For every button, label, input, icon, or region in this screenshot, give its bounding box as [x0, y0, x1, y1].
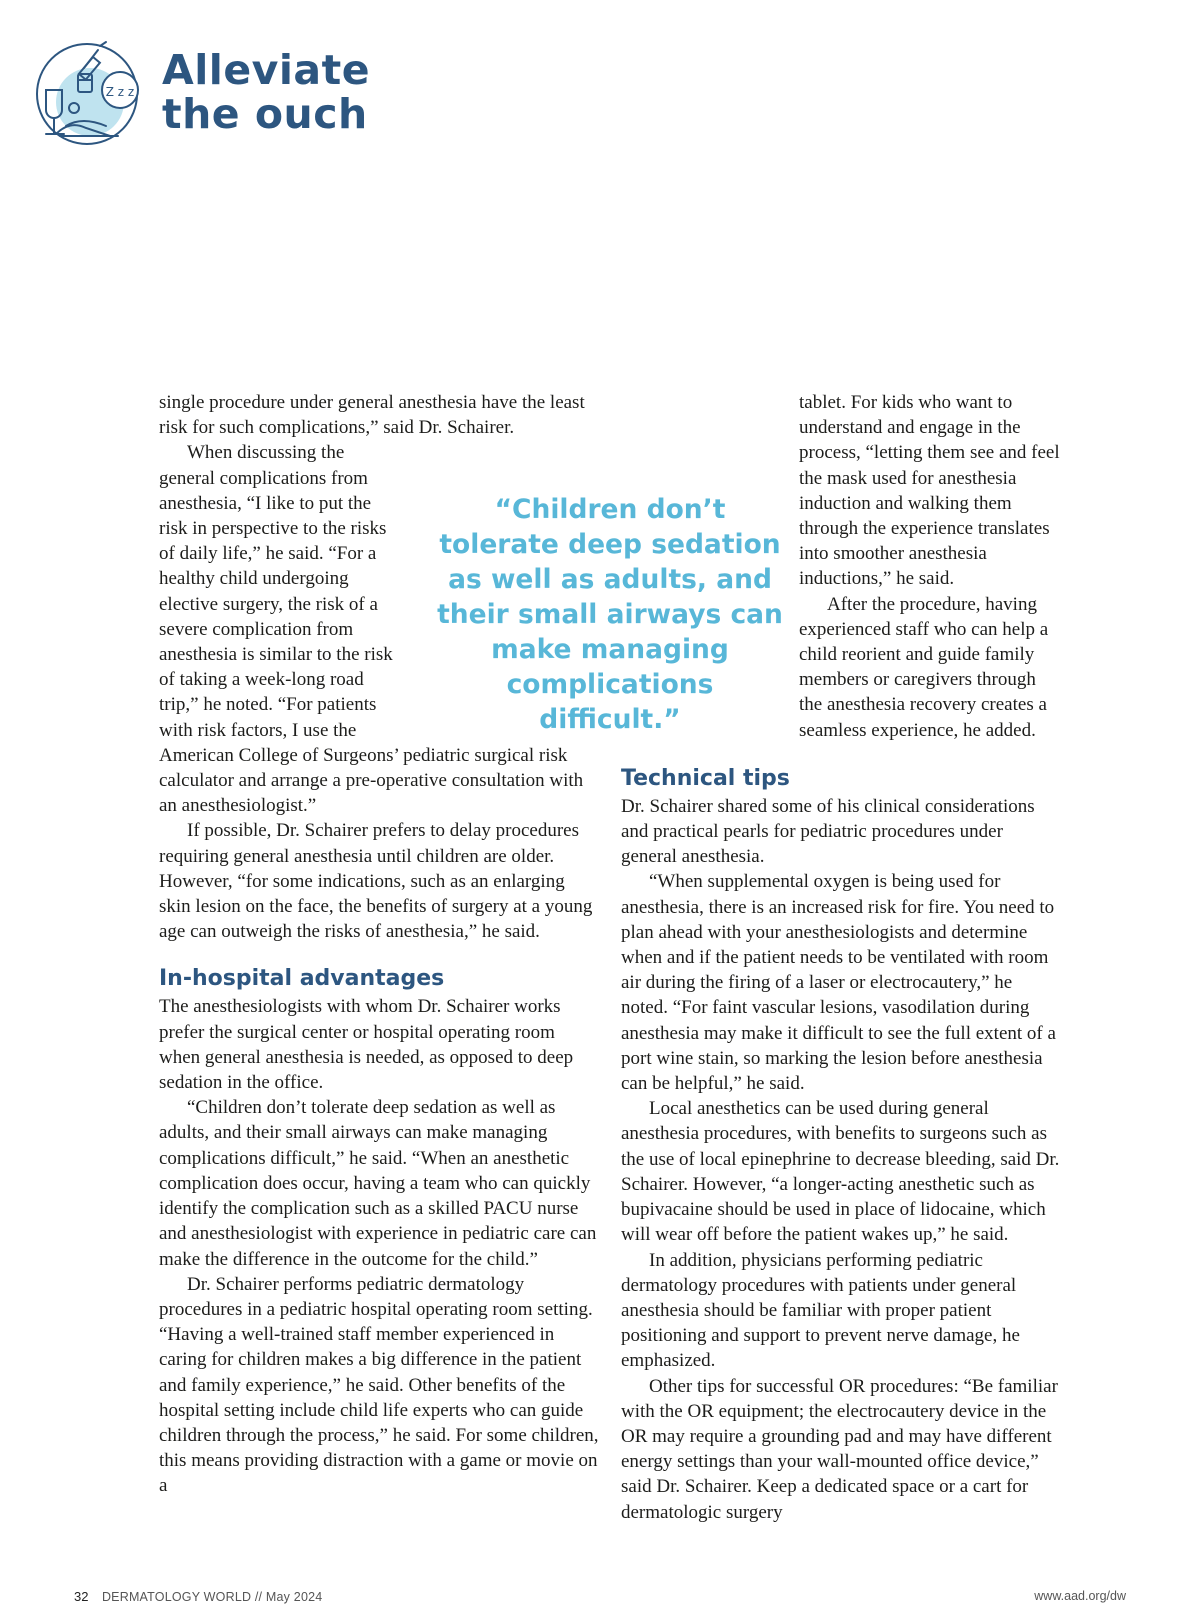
- right-paragraph-6: In addition, physicians performing pediatric dermatology procedures with patients under general anesthesia should be familiar with proper patient positioning and support to prevent nerve damage, he emphasized.: [621, 1249, 1020, 1372]
- publication-name: DERMATOLOGY WORLD // May 2024: [101, 1590, 323, 1604]
- left-paragraph-3: If possible, Dr. Schairer prefers to delay procedures requiring general anesthesia until children are older. However, “for some indications, such as an enlarging skin lesion on the face, the benefits of surgery at a young age can outweigh the risks of anesthesia,” he said.: [159, 820, 593, 943]
- right-paragraph-2: After the procedure, having experienced staff who can help a child reorient and guide family members or caregivers through the anesthesia recovery creates a seamless experience, he added.: [799, 593, 1049, 741]
- title-line-2: the ouch: [162, 90, 368, 138]
- page-number: 32: [74, 1589, 89, 1604]
- footer-url: www.aad.org/dw: [1034, 1589, 1126, 1603]
- right-paragraph-7: Other tips for successful OR procedures: “Be familiar with the OR equipment; the electrocautery device in the OR may require a grounding pad and may have different energy settings than your wall-mounted office device,” said Dr. Schairer. Keep a dedicated space or a cart for dermatologic surgery: [621, 1375, 1058, 1523]
- section-heading-in-hospital: In-hospital advantages: [159, 966, 445, 992]
- zzz-text: Z z z: [105, 85, 135, 99]
- section-heading-technical-tips: Technical tips: [621, 765, 790, 791]
- left-paragraph-6: Dr. Schairer performs pediatric dermatology procedures in a pediatric hospital operating room setting. “Having a well-trained staff member experienced in caring for children makes a big difference in the patient and family experience,” he said. Other benefits of the hospital setting include child life experts who can guide children through the process,” he said. For some children, this means providing distraction with a game or movie on a: [159, 1273, 599, 1497]
- left-paragraph-4: The anesthesiologists with whom Dr. Schairer works prefer the surgical center or hospital operating room when general anesthesia is needed, as opposed to deep sedation in the office.: [159, 996, 574, 1094]
- page-title: [162, 48, 370, 136]
- pull-quote: “Children don’t tolerate deep sedation as well as adults, and their small airways can make managing complications difficult.”: [437, 494, 783, 735]
- right-column: [621, 390, 1061, 1525]
- anesthesia-sleep-icon: [34, 38, 144, 148]
- left-paragraph-2: When discussing the general complications from anesthesia, “I like to put the risk in perspective to the risks of daily life,” he said. “For a healthy child undergoing elective surgery, the risk of a severe complication from anesthesia is similar to the risk of taking a week-long road trip,” he noted. “For patients with risk factors, I use the American College of Surgeons’ pediatric surgical risk calculator and arrange a pre-operative consultation with an anesthesiologist.”: [159, 442, 584, 817]
- right-paragraph-1: tablet. For kids who want to understand and engage in the process, “letting them see and feel the mask used for anesthesia induction and walking them through the experience translates into smoother anesthesia inductions,” he said.: [799, 392, 1060, 590]
- pull-quote-gap-right: [621, 466, 799, 736]
- right-paragraph-3: Dr. Schairer shared some of his clinical considerations and practical pearls for pediatric procedures under general anesthesia.: [621, 795, 1035, 868]
- page-footer: [74, 1589, 1126, 1604]
- title-line-1: Alleviate: [162, 46, 370, 94]
- right-paragraph-5: Local anesthetics can be used during general anesthesia procedures, with benefits to surgeons such as the use of local epinephrine to decrease bleeding, said Dr. Schairer. However, “a longer-acting anesthetic such as bupivacaine should be used in place of lidocaine, which will wear off before the patient wakes up,” he said.: [621, 1098, 1060, 1246]
- left-paragraph-1: single procedure under general anesthesia have the least risk for such complications,” said Dr. Schairer.: [159, 392, 585, 439]
- right-paragraph-4: “When supplemental oxygen is being used for anesthesia, there is an increased risk for fire. You need to plan ahead with your anesthesiologists and determine when and if the patient needs to be ventilated with room air during the firing of a laser or electrocautery,” he noted. “For faint vascular lesions, vasodilation during anesthesia may make it difficult to see the full extent of a port wine stain, so marking the lesion before anesthesia can be helpful,” he said.: [621, 871, 1056, 1095]
- left-paragraph-5: “Children don’t tolerate deep sedation as well as adults, and their small airways can make managing complications difficult,” he said. “When an anesthetic complication does occur, having a team who can quickly identify the complication such as a skilled PACU nurse and anesthesiologist with experience in pediatric care can make the difference in the outcome for the child.”: [159, 1097, 597, 1270]
